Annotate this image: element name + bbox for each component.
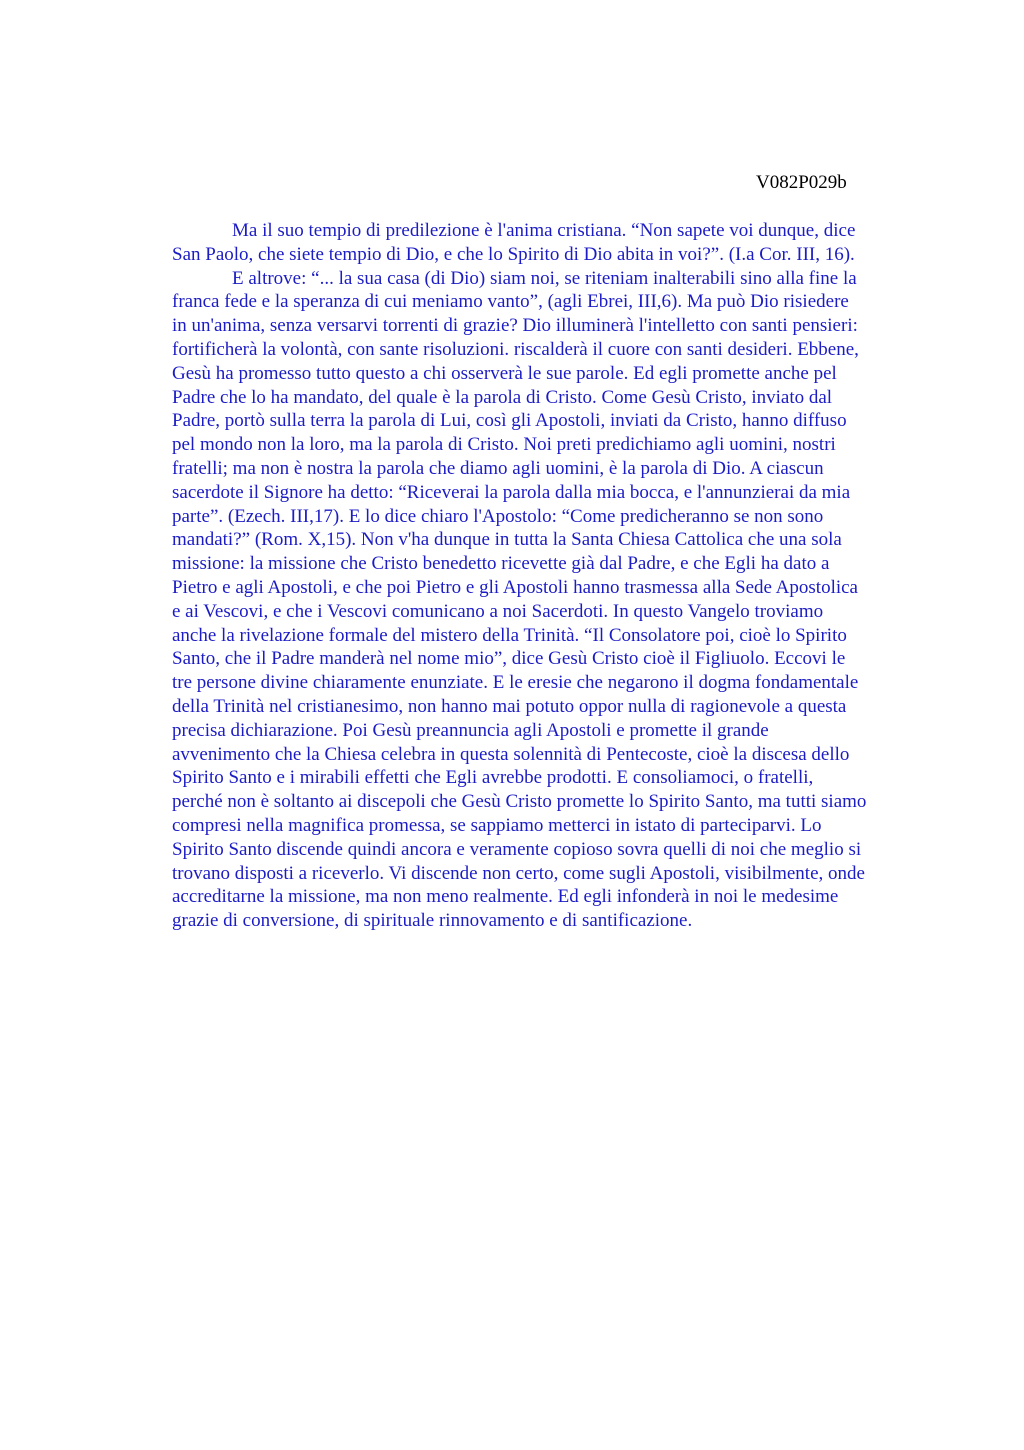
- text-line: Ma il suo tempio di predilezione è l'anima cristiana. “Non sapete voi dunque, dice: [232, 220, 856, 241]
- text-line: mandati?” (Rom. X,15). Non v'ha dunque in tutta la Santa Chiesa Cattolica che una sola: [172, 529, 842, 551]
- text-line: fortificherà la volontà, con sante risoluzioni. riscalderà il cuore con santi desideri. Ebbene,: [172, 338, 859, 360]
- text-line: anche la rivelazione formale del mistero della Trinità. “Il Consolatore poi, cioè lo Spirito: [172, 624, 847, 646]
- text-line: avvenimento che la Chiesa celebra in questa solennità di Pentecoste, cioè la discesa dello: [172, 743, 850, 765]
- text-line: fratelli; ma non è nostra la parola che diamo agli uomini, è la parola di Dio. A ciascun: [172, 457, 824, 479]
- text-line: Spirito Santo e i mirabili effetti che Egli avrebbe prodotti. E consoliamoci, o fratelli,: [172, 767, 814, 789]
- page-identifier: V082P029b: [756, 172, 847, 193]
- text-line: tre persone divine chiaramente enunziate. E le eresie che negarono il dogma fondamentale: [172, 672, 859, 694]
- text-line: parte”. (Ezech. III,17). E lo dice chiaro l'Apostolo: “Come predicheranno se non sono: [172, 505, 824, 527]
- text-line: franca fede e la speranza di cui meniamo vanto”, (agli Ebrei, III,6). Ma può Dio risiedere: [172, 291, 849, 313]
- text-line: precisa dichiarazione. Poi Gesù preannuncia agli Apostoli e promette il grande: [172, 719, 769, 741]
- text-line: perché non è soltanto ai discepoli che Gesù Cristo promette lo Spirito Santo, ma tutti siamo: [172, 791, 867, 813]
- text-line: missione: la missione che Cristo benedetto ricevette già dal Padre, e che Egli ha dato a: [172, 553, 830, 575]
- text-line: pel mondo non la loro, ma la parola di Cristo. Noi preti predichiamo agli uomini, nostri: [172, 434, 836, 456]
- text-line: San Paolo, che siete tempio di Dio, e che lo Spirito di Dio abita in voi?”. (I.a Cor. III, 16).: [172, 243, 855, 265]
- text-line: della Trinità nel cristianesimo, non hanno mai potuto oppor nulla di ragionevole a questa: [172, 695, 847, 717]
- text-line: Santo, che il Padre manderà nel nome mio”, dice Gesù Cristo cioè il Figliuolo. Eccovi le: [172, 648, 846, 670]
- text-line: accreditarne la missione, ma non meno realmente. Ed egli infonderà in noi le medesime: [172, 886, 839, 908]
- text-line: in un'anima, senza versarvi torrenti di grazie? Dio illuminerà l'intelletto con santi pensieri:: [172, 315, 858, 337]
- text-line: Gesù ha promesso tutto questo a chi osserverà le sue parole. Ed egli promette anche pel: [172, 362, 837, 384]
- text-line: Pietro e agli Apostoli, e che poi Pietro e gli Apostoli hanno trasmessa alla Sede Apostolica: [172, 576, 858, 598]
- body-text: [172, 219, 932, 933]
- text-line: grazie di conversione, di spirituale rinnovamento e di santificazione.: [172, 910, 693, 932]
- text-line: sacerdote il Signore ha detto: “Riceverai la parola dalla mia bocca, e l'annunzierai da mia: [172, 481, 851, 503]
- text-line: compresi nella magnifica promessa, se sappiamo metterci in istato di parteciparvi. Lo: [172, 814, 822, 836]
- text-line: Spirito Santo discende quindi ancora e veramente copioso sovra quelli di noi che meglio si: [172, 838, 862, 860]
- text-line: E altrove: “... la sua casa (di Dio) siam noi, se riteniam inalterabili sino alla fine la: [232, 267, 857, 289]
- text-line: Padre, portò sulla terra la parola di Lui, così gli Apostoli, inviati da Cristo, hanno diffuso: [172, 410, 847, 432]
- text-line: e ai Vescovi, e che i Vescovi comunicano a noi Sacerdoti. In questo Vangelo troviamo: [172, 600, 824, 622]
- text-line: Padre che lo ha mandato, del quale è la parola di Cristo. Come Gesù Cristo, inviato dal: [172, 386, 833, 408]
- text-line: trovano disposti a riceverlo. Vi discende non certo, come sugli Apostoli, visibilmente, onde: [172, 862, 865, 884]
